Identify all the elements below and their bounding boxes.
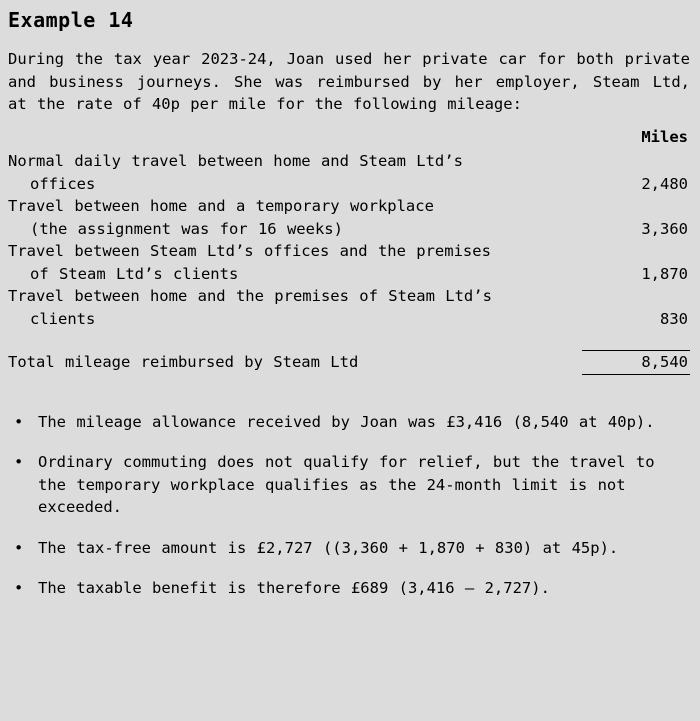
table-cell-description <box>8 285 582 330</box>
list-item <box>8 451 690 519</box>
description-line-1: Travel between home and a temporary workplace <box>8 197 434 215</box>
list-item-text: The tax-free amount is £2,727 ((3,360 + 1,870 + 830) at 45p). <box>38 538 619 557</box>
description-line-1: Travel between home and the premises of Steam Ltd’s <box>8 287 492 305</box>
table-spacer-row <box>8 330 690 351</box>
table-spacer-cell <box>582 330 690 351</box>
bullet-icon: • <box>14 538 24 557</box>
table-row <box>8 150 690 195</box>
table-cell-value: 1,870 <box>641 264 688 283</box>
notes-list <box>8 411 690 600</box>
list-item-text: The taxable benefit is therefore £689 (3,416 – 2,727). <box>38 579 550 597</box>
list-item <box>8 537 690 560</box>
table-cell-description <box>8 240 582 285</box>
bullet-icon: • <box>14 579 24 597</box>
list-item-text: Ordinary commuting does not qualify for relief, but the travel to the temporary workplace qualifies as the 24-month limit is not exceeded. <box>38 453 655 516</box>
table-cell-value: 830 <box>660 309 688 328</box>
bullet-icon: • <box>14 412 24 431</box>
description-line-2: offices <box>30 174 96 193</box>
table-cell-value: 2,480 <box>641 174 688 193</box>
list-item <box>8 411 690 434</box>
description-line-1: Normal daily travel between home and Steam Ltd’s <box>8 152 463 170</box>
description-line-2: of Steam Ltd’s clients <box>30 264 239 283</box>
mileage-table <box>8 126 690 389</box>
table-rule-spacer <box>8 374 582 389</box>
list-item <box>8 577 690 600</box>
total-label: Total mileage reimbursed by Steam Ltd <box>8 352 359 371</box>
table-header-description <box>8 126 582 151</box>
total-value: 8,540 <box>582 351 690 375</box>
intro-paragraph: During the tax year 2023-24, Joan used her private car for both private and business journeys. She was reimbursed by her employer, Steam Ltd, at the rate of 40p per mile for the following mileage: <box>8 50 690 113</box>
table-cell-description <box>8 195 582 240</box>
list-item-text: The mileage allowance received by Joan was £3,416 (8,540 at 40p). <box>38 412 655 431</box>
table-row <box>8 240 690 285</box>
page-title: Example 14 <box>8 8 134 32</box>
description-line-2: clients <box>30 309 96 328</box>
table-header-miles: Miles <box>641 127 688 146</box>
table-bottom-rule <box>582 374 690 389</box>
table-cell-description <box>8 150 582 195</box>
table-total-row <box>8 351 690 375</box>
table-cell-value: 3,360 <box>641 219 688 238</box>
table-row <box>8 195 690 240</box>
description-line-2: (the assignment was for 16 weeks) <box>30 219 343 238</box>
bullet-icon: • <box>14 453 24 471</box>
table-row <box>8 285 690 330</box>
description-line-1: Travel between Steam Ltd’s offices and the premises <box>8 242 491 260</box>
table-spacer-cell <box>8 330 582 351</box>
table-double-rule-row <box>8 374 690 389</box>
table-header-row <box>8 126 690 151</box>
